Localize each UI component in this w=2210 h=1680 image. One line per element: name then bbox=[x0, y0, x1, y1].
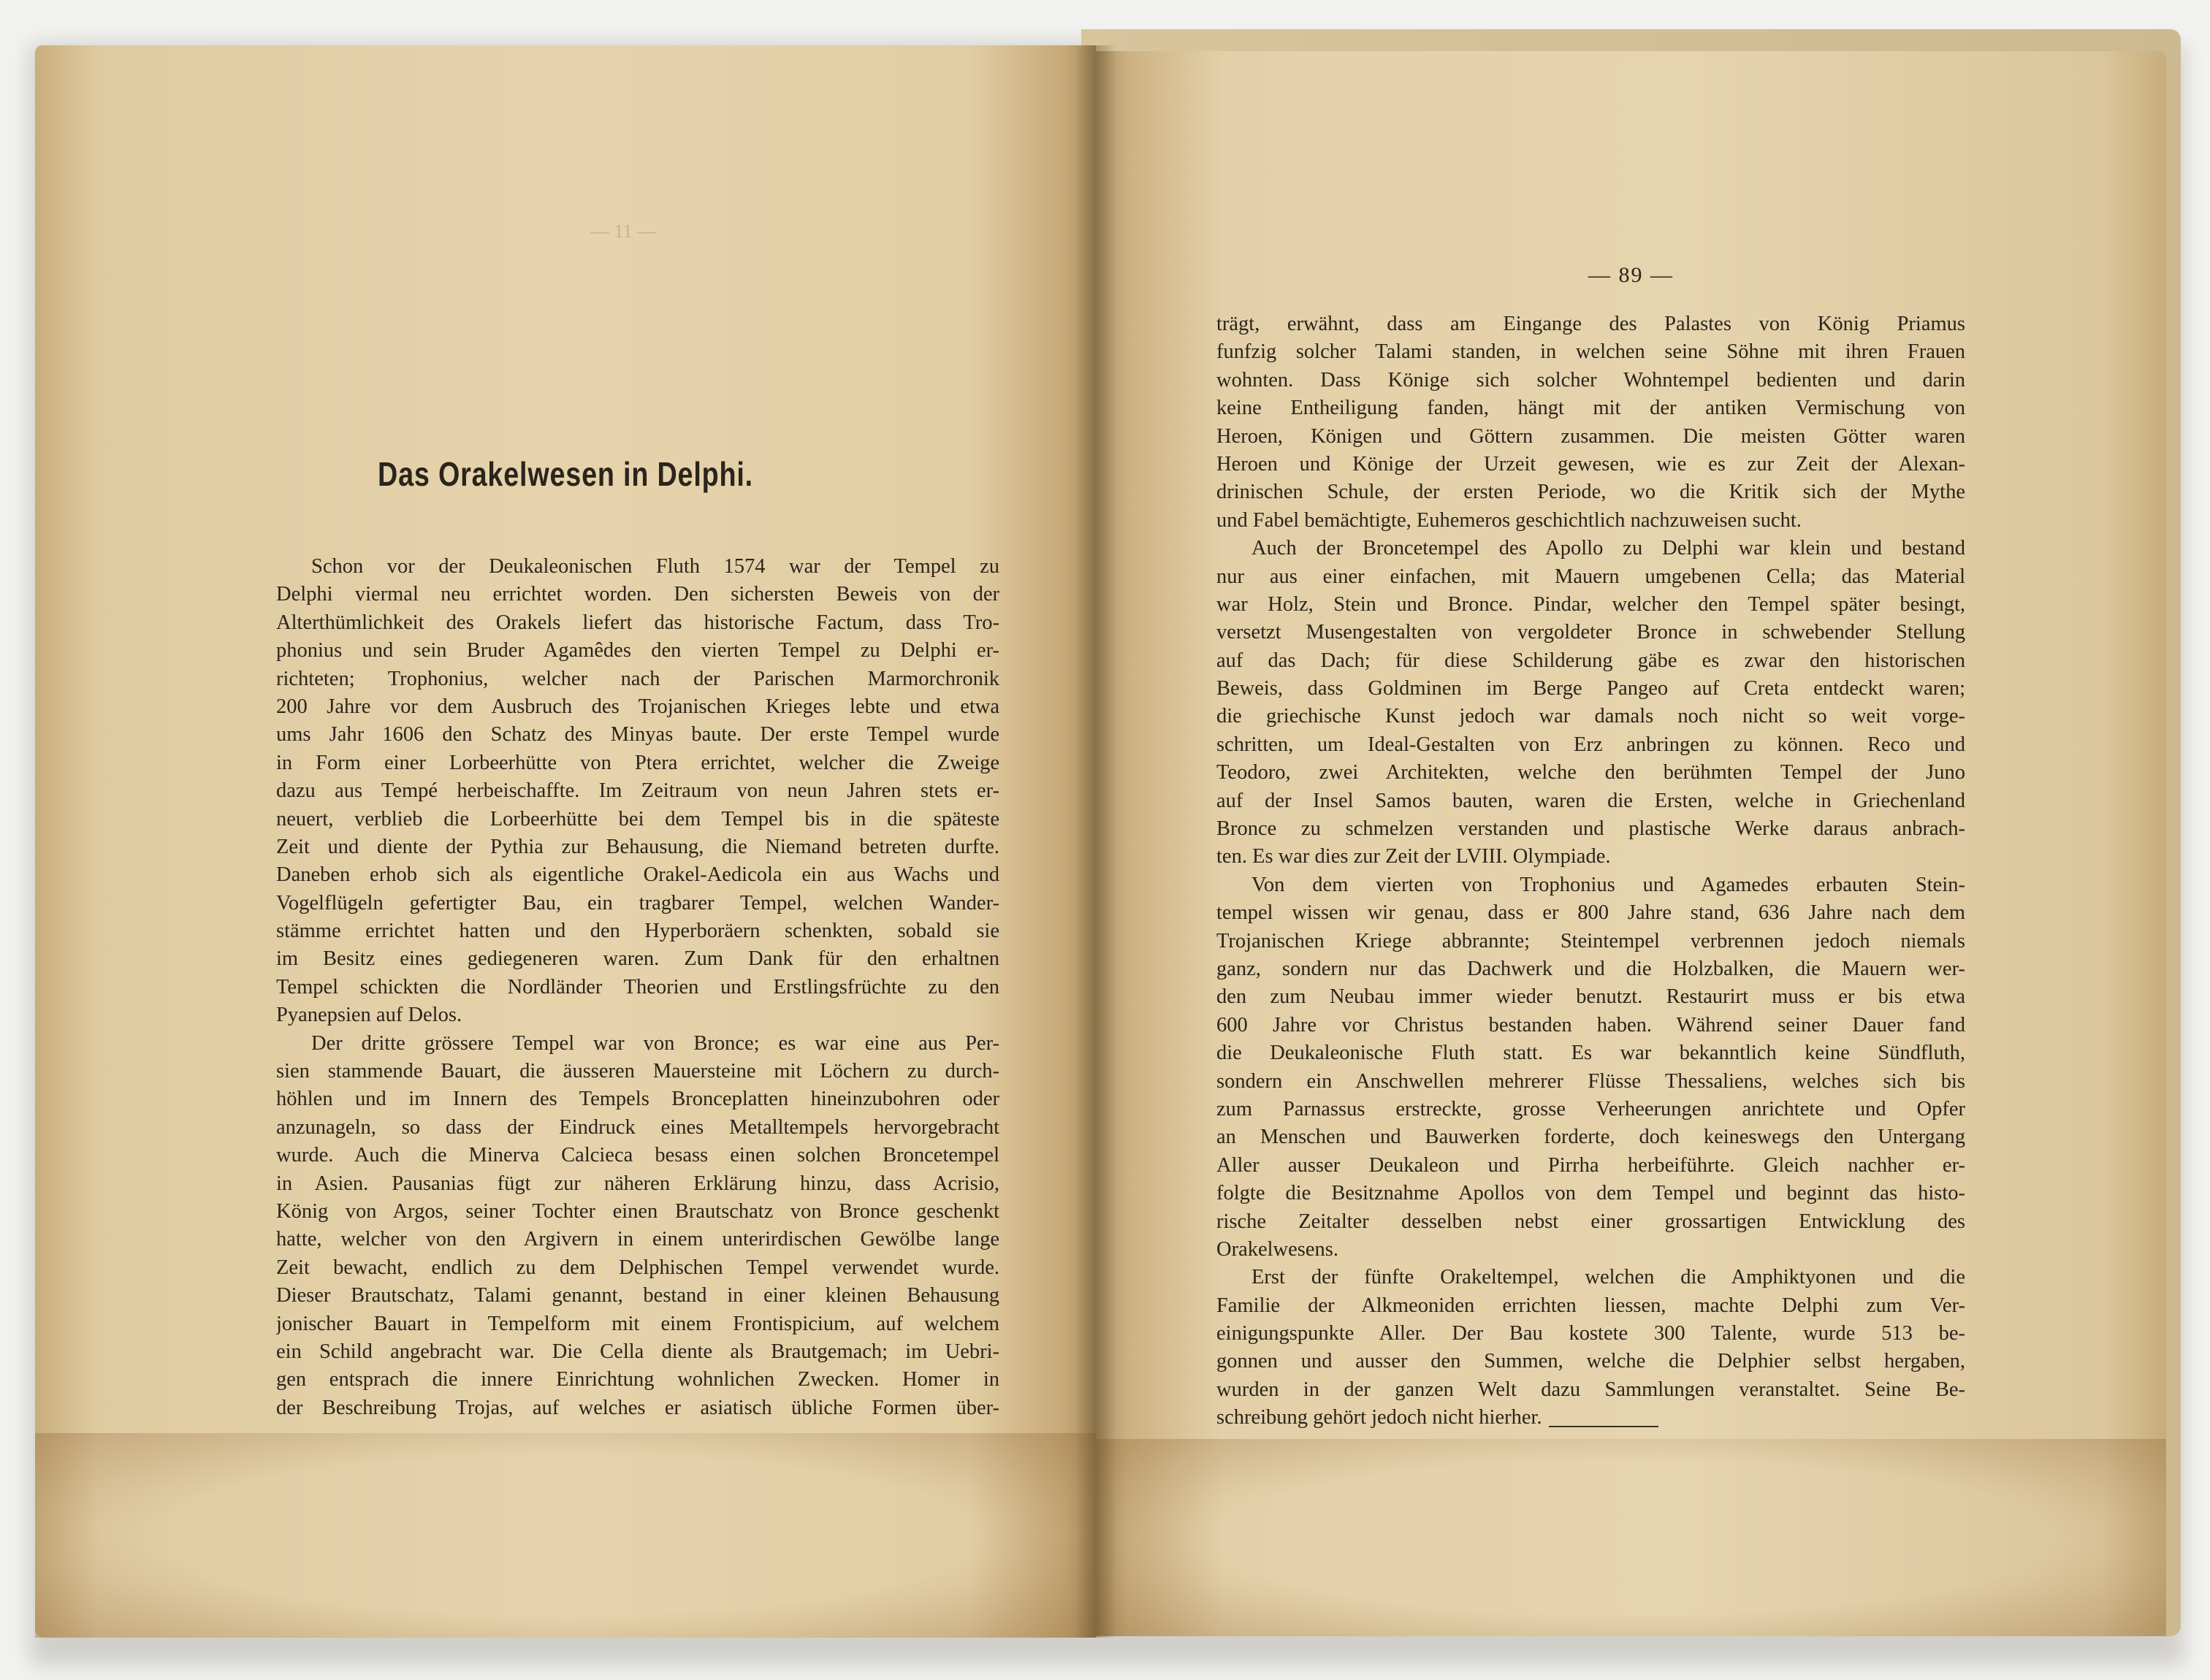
text-line: folgte die Besitznahme Apollos von dem Tempel und beginnt das histo- bbox=[1216, 1182, 1965, 1205]
text-line: Dieser Brautschatz, Talami genannt, bestand in einer kleinen Behausung bbox=[276, 1284, 999, 1307]
text-line: hatte, welcher von den Argivern in einem unterirdischen Gewölbe lange bbox=[276, 1228, 999, 1251]
text-line: funfzig solcher Talami standen, in welchen seine Söhne mit ihren Frauen bbox=[1216, 340, 1965, 364]
text-line: richteten; Trophonius, welcher nach der Parischen Marmorchronik bbox=[276, 667, 999, 690]
text-line: und Fabel bemächtigte, Euhemeros geschichtlich nachzuweisen sucht. bbox=[1216, 508, 1802, 532]
text-line: Trojanischen Kriege abbrannte; Steintempel verbrennen jedoch niemals bbox=[1216, 929, 1965, 952]
text-line: in Asien. Pausanias fügt zur näheren Erklärung hinzu, dass Acrisio, bbox=[276, 1172, 999, 1195]
text-line: gen entsprach die innere Einrichtung wohnlichen Zwecken. Homer in bbox=[276, 1368, 999, 1391]
book-gutter bbox=[1075, 45, 1116, 1638]
page-number: — 89 — bbox=[1588, 263, 1674, 287]
text-line: gonnen und ausser den Summen, welche die Delphier selbst hergaben, bbox=[1216, 1350, 1965, 1373]
text-line: rische Zeitalter desselben nebst einer grossartigen Entwicklung des bbox=[1216, 1210, 1965, 1233]
text-line: König von Argos, seiner Tochter einen Brautschatz von Bronce geschenkt bbox=[276, 1199, 999, 1223]
text-line: ganz, sondern nur das Dachwerk und die Holzbalken, die Mauern wer- bbox=[1216, 957, 1965, 980]
text-line: Bronce zu schmelzen verstanden und plastische Werke daraus anbrach- bbox=[1216, 817, 1965, 841]
text-line: 200 Jahre vor dem Ausbruch des Trojanischen Krieges lebte und etwa bbox=[276, 695, 999, 718]
text-line: Familie der Alkmeoniden errichten liessen, machte Delphi zum Ver- bbox=[1216, 1294, 1965, 1317]
text-line: Orakelwesens. bbox=[1216, 1237, 1338, 1261]
text-line: ein Schild angebracht war. Die Cella diente als Brautgemach; im Uebri- bbox=[276, 1340, 999, 1363]
text-line: Teodoro, zwei Architekten, welche den berühmten Tempel der Juno bbox=[1216, 761, 1965, 784]
end-rule bbox=[1549, 1426, 1658, 1427]
text-line: höhlen und im Innern des Tempels Bronceplatten hineinzubohren oder bbox=[276, 1088, 999, 1111]
text-line: 600 Jahre vor Christus bestanden haben. Während seiner Dauer fand bbox=[1216, 1013, 1965, 1036]
text-line: stämme errichtet hatten und den Hyperboräern schenkten, sobald sie bbox=[276, 920, 999, 943]
text-line: nur aus einer einfachen, mit Mauern umgebenen Cella; das Material bbox=[1216, 565, 1965, 588]
text-line: Auch der Broncetempel des Apollo zu Delphi war klein und bestand bbox=[1251, 537, 1965, 560]
text-line: den zum Neubau immer wieder benutzt. Restaurirt muss er bis etwa bbox=[1216, 985, 1965, 1009]
left-page bbox=[35, 45, 1096, 1638]
text-line: jonischer Bauart in Tempelform mit einem Frontispicium, auf welchem bbox=[276, 1312, 999, 1335]
text-line: dazu aus Tempé herbeischaffte. Im Zeitraum von neun Jahren stets er- bbox=[276, 779, 999, 803]
text-line: in Form einer Lorbeerhütte von Ptera errichtet, welcher die Zweige bbox=[276, 751, 999, 774]
text-line: Zeit und diente der Pythia zur Behausung, die Niemand betreten durfte. bbox=[276, 835, 999, 858]
text-line: anzunageln, so dass der Eindruck eines Metalltempels hervorgebracht bbox=[276, 1115, 999, 1139]
text-line: trägt, erwähnt, dass am Eingange des Palastes von König Priamus bbox=[1216, 313, 1965, 335]
text-line: schritten, um Ideal-Gestalten von Erz anbringen zu können. Reco und bbox=[1216, 733, 1965, 756]
text-line: ten. Es war dies zur Zeit der LVIII. Olympiade. bbox=[1216, 845, 1611, 868]
text-line: wurde. Auch die Minerva Calcieca besass einen solchen Broncetempel bbox=[276, 1144, 999, 1167]
text-line: im Besitz eines gediegeneren waren. Zum Dank für den erhaltnen bbox=[276, 947, 999, 971]
text-line: Schon vor der Deukaleonischen Fluth 1574 war der Tempel zu bbox=[311, 555, 999, 578]
text-line: Daneben erhob sich als eigentliche Orakel-Aedicola ein aus Wachs und bbox=[276, 863, 999, 887]
text-line: auf das Dach; für diese Schilderung gäbe es zwar den historischen bbox=[1216, 649, 1965, 672]
text-line: der Beschreibung Trojas, auf welches er asiatisch übliche Formen über- bbox=[276, 1396, 999, 1419]
text-line: Pyanepsien auf Delos. bbox=[276, 1004, 462, 1027]
text-line: tempel wissen wir genau, dass er 800 Jahre stand, 636 Jahre nach dem bbox=[1216, 901, 1965, 925]
right-page bbox=[1096, 51, 2166, 1636]
text-line: neuert, verblieb die Lorbeerhütte bei dem Tempel bis in die späteste bbox=[276, 807, 999, 831]
text-line: Der dritte grössere Tempel war von Bronce; es war eine aus Per- bbox=[311, 1031, 999, 1055]
text-line: Vogelflügeln gefertigter Bau, ein tragbarer Tempel, welchen Wander- bbox=[276, 891, 999, 915]
text-line: wohnten. Dass Könige sich solcher Wohntempel bedienten und darin bbox=[1216, 368, 1965, 392]
text-line: wurden in der ganzen Welt dazu Sammlungen veranstaltet. Seine Be- bbox=[1216, 1378, 1965, 1401]
text-line: Heroen, Königen und Göttern zusammen. Die meisten Götter waren bbox=[1216, 424, 1965, 448]
text-line: schreibung gehört jedoch nicht hierher. bbox=[1216, 1406, 1542, 1429]
text-line: war Holz, Stein und Bronce. Pindar, welcher den Tempel später besingt, bbox=[1216, 592, 1965, 616]
text-line: Beweis, dass Goldminen im Berge Pangeo auf Creta entdeckt waren; bbox=[1216, 677, 1965, 700]
text-line: sien stammende Bauart, die äusseren Mauersteine mit Löchern zu durch- bbox=[276, 1060, 999, 1083]
text-line: zum Parnassus erstreckte, grosse Verheerungen anrichtete und Opfer bbox=[1216, 1097, 1965, 1120]
right-page-body bbox=[1216, 310, 1965, 1432]
text-line: Heroen und Könige der Urzeit gewesen, wie es zur Zeit der Alexan- bbox=[1216, 452, 1965, 476]
text-line: Zeit bewacht, endlich zu dem Delphischen Tempel verwendet wurde. bbox=[276, 1256, 999, 1279]
text-line: ums Jahr 1606 den Schatz des Minyas baute. Der erste Tempel wurde bbox=[276, 723, 999, 747]
page-edge-wear bbox=[1096, 1439, 2166, 1636]
text-line: an Menschen und Bauwerken forderte, doch keineswegs den Untergang bbox=[1216, 1126, 1965, 1149]
left-page-body bbox=[276, 553, 999, 1422]
text-line: einigungspunkte Aller. Der Bau kostete 300 Talente, wurde 513 be- bbox=[1216, 1322, 1965, 1345]
page-edge-wear bbox=[35, 1433, 1096, 1638]
text-line: keine Entheiligung fanden, hängt mit der antiken Vermischung von bbox=[1216, 397, 1965, 420]
text-line: Aller ausser Deukaleon und Pirrha herbeiführte. Gleich nachher er- bbox=[1216, 1153, 1965, 1177]
text-line: die Deukaleonische Fluth statt. Es war bekanntlich keine Sündfluth, bbox=[1216, 1042, 1965, 1065]
text-line: Erst der fünfte Orakeltempel, welchen die Amphiktyonen und die bbox=[1251, 1266, 1965, 1289]
text-line: versetzt Musengestalten von vergoldeter Bronce in schwebender Stellung bbox=[1216, 621, 1965, 644]
text-line: die griechische Kunst jedoch war damals noch nicht so weit vorge- bbox=[1216, 705, 1965, 728]
chapter-title: Das Orakelwesen in Delphi. bbox=[378, 455, 753, 493]
text-line: auf der Insel Samos bauten, waren die Ersten, welche in Griechenland bbox=[1216, 789, 1965, 812]
text-line: Delphi viermal neu errichtet worden. Den sichersten Beweis von der bbox=[276, 583, 999, 606]
text-line: sondern ein Anschwellen mehrerer Flüsse Thessaliens, welches sich bis bbox=[1216, 1069, 1965, 1093]
text-line: Alterthümlichkeit des Orakels liefert das historische Factum, dass Tro- bbox=[276, 611, 999, 634]
text-line: Von dem vierten von Trophonius und Agamedes erbauten Stein- bbox=[1251, 873, 1965, 896]
bleed-through-mark: — 11 — bbox=[590, 221, 657, 242]
text-line: Tempel schickten die Nordländer Theorien und Erstlingsfrüchte zu den bbox=[276, 975, 999, 999]
text-line: phonius und sein Bruder Agamêdes den vierten Tempel zu Delphi er- bbox=[276, 639, 999, 663]
text-line: drinischen Schule, der ersten Periode, wo die Kritik sich der Mythe bbox=[1216, 481, 1965, 504]
